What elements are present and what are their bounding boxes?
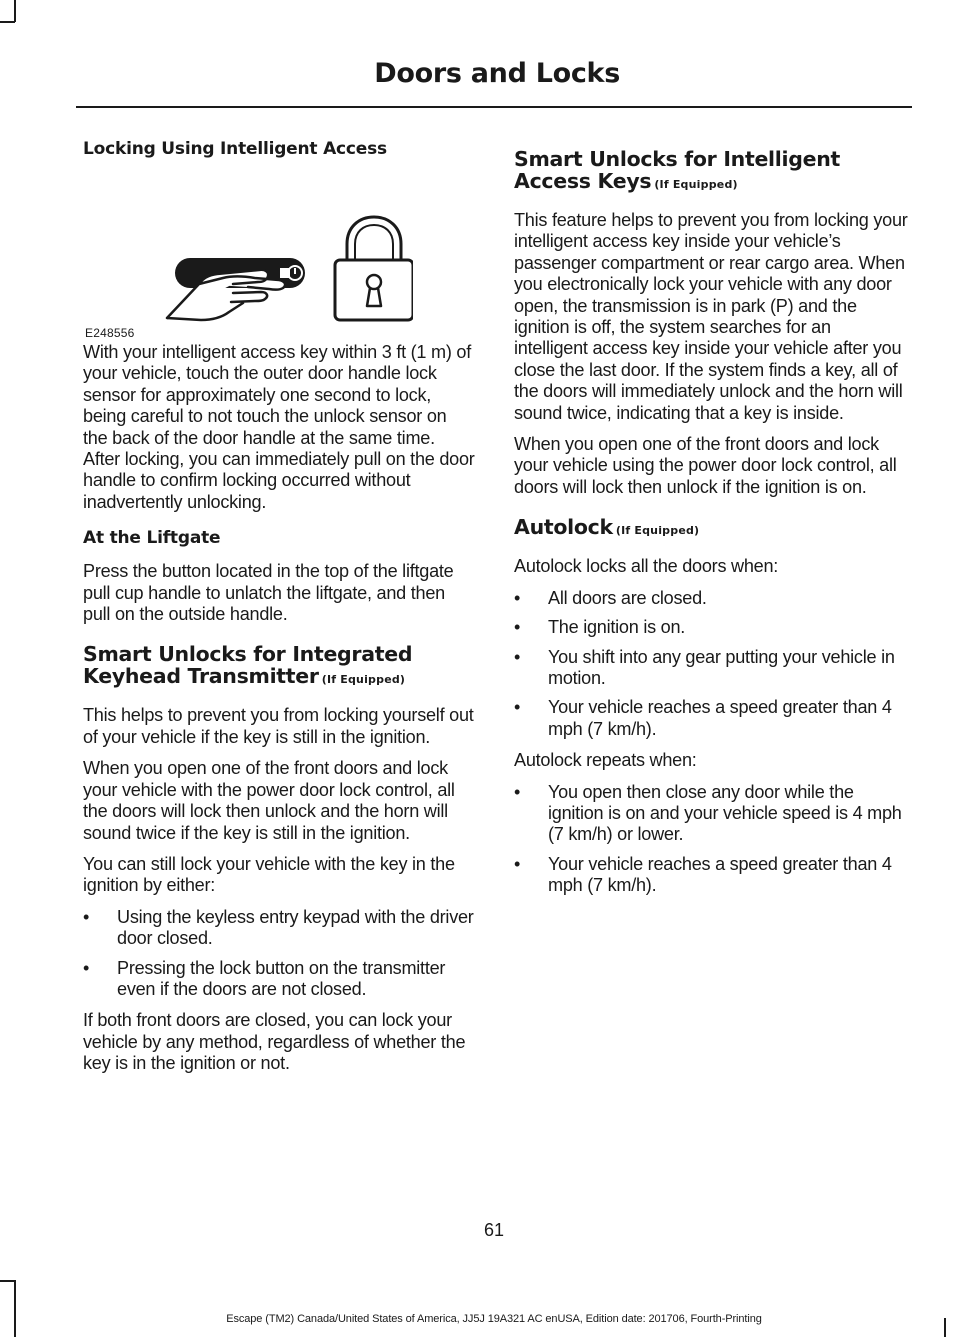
figure-id: E248556 (85, 326, 135, 340)
list-item-text: Your vehicle reaches a speed greater than 4 mph (7 km/h). (548, 853, 892, 896)
list-item (83, 907, 475, 950)
bullet-glyph: • (514, 646, 521, 667)
paragraph-ikt-2: When you open one of the front doors and lock your vehicle with the power door lock control, all the doors will lock then unlock and the horn will sound twice if the key is still in the ignition. (83, 758, 455, 843)
footer-edition-info: Escape (TM2) Canada/United States of America, JJ5J 19A321 AC enUSA, Edition date: 201706, Fourth-Printing (226, 1313, 762, 1325)
bullet-glyph: • (514, 697, 521, 718)
paragraph-autolock-1: Autolock locks all the doors when: (514, 556, 779, 577)
heading-locking-intelligent-access: Locking Using Intelligent Access (83, 139, 387, 159)
bullet-list-autolock-1 (514, 588, 908, 740)
if-equipped-tag: (If Equipped) (654, 178, 738, 191)
list-item (514, 782, 908, 846)
heading-autolock (514, 516, 908, 542)
bullet-list-ikt (83, 907, 475, 1001)
bullet-list-autolock-2 (514, 782, 908, 897)
paragraph-iak-1: This feature helps to prevent you from locking your intelligent access key inside your vehicle’s passenger compartment or rear cargo area. When you electronically lock your vehicle with any door open, the transmission is in park (P) and the ignition is off, the system searches for an intelligent access key inside your vehicle after you close the last door. If the system finds a key, all of the doors will immediately unlock and the horn will sound twice, indicating that a key is inside. (514, 210, 908, 423)
lock-icon (335, 217, 413, 320)
paragraph-liftgate: Press the button located in the top of the liftgate pull cup handle to unlatch the liftgate, and then pull on the outside handle. (83, 561, 454, 625)
figure-lock-sensor (83, 172, 475, 342)
bullet-glyph: • (514, 781, 521, 802)
list-item (514, 697, 908, 740)
page-number: 61 (483, 1220, 505, 1240)
list-item-text: Your vehicle reaches a speed greater than 4 mph (7 km/h). (548, 697, 892, 739)
list-item (514, 617, 908, 638)
hand-touch-door-handle-icon (83, 172, 413, 322)
bullet-glyph: • (514, 587, 521, 608)
bullet-glyph: • (83, 957, 90, 978)
bullet-glyph: • (514, 617, 521, 638)
paragraph-ikt-1: This helps to prevent you from locking yourself out of your vehicle if the key is still in the ignition. (83, 705, 474, 747)
list-item-text: Using the keyless entry keypad with the driver door closed. (117, 906, 474, 949)
crop-mark-bottom-left (14, 1280, 16, 1337)
paragraph-ikt-3: You can still lock your vehicle with the key in the ignition by either: (83, 853, 455, 896)
list-item-text: You shift into any gear putting your vehicle in motion. (548, 646, 895, 688)
crop-mark-bottom-left-h (0, 1280, 15, 1282)
heading-autolock-text: Autolock (514, 515, 613, 540)
header-rule (76, 106, 912, 108)
if-equipped-tag: (If Equipped) (321, 673, 406, 687)
crop-mark-top-left-h (0, 21, 15, 23)
heading-smart-unlocks-ikt-text: Smart Unlocks for Integrated Keyhead Transmitter (83, 642, 413, 689)
list-item-text: The ignition is on. (548, 617, 686, 638)
paragraph-iak-2: When you open one of the front doors and lock your vehicle using the power door lock control, all doors will lock then unlock if the ignition is on. (514, 434, 897, 497)
left-column (83, 138, 475, 1085)
page-title: Doors and Locks (374, 58, 620, 89)
list-item-text: All doors are closed. (548, 587, 707, 608)
list-item (83, 958, 475, 1001)
right-column (514, 148, 908, 907)
list-item-text: Pressing the lock button on the transmitter even if the doors are not closed. (117, 957, 446, 999)
paragraph-autolock-2: Autolock repeats when: (514, 750, 697, 771)
crop-mark-top-left (14, 0, 16, 22)
heading-smart-unlocks-iak-text: Smart Unlocks for Intelligent Access Keys (514, 147, 841, 193)
if-equipped-tag: (If Equipped) (615, 524, 700, 538)
list-item (514, 854, 908, 897)
list-item (514, 647, 908, 690)
heading-smart-unlocks-iak (514, 148, 908, 196)
heading-liftgate: At the Liftgate (83, 528, 221, 549)
bullet-glyph: • (83, 906, 90, 927)
list-item (514, 588, 908, 609)
paragraph-ikt-4: If both front doors are closed, you can lock your vehicle by any method, regardless of whether the key is in the ignition or not. (83, 1010, 466, 1074)
heading-smart-unlocks-ikt (83, 643, 475, 691)
paragraph-locking: With your intelligent access key within 3 ft (1 m) of your vehicle, touch the outer door handle lock sensor for approximately one second to lock, being careful to not touch the unlock sensor on the back of the door handle at the same time. After locking, you can immediately pull on the door handle to confirm locking occurred without inadvertently unlocking. (83, 342, 475, 512)
bullet-glyph: • (514, 853, 521, 874)
list-item-text: You open then close any door while the ignition is on and your vehicle speed is 4 mph (7 km/h) or lower. (548, 781, 902, 845)
